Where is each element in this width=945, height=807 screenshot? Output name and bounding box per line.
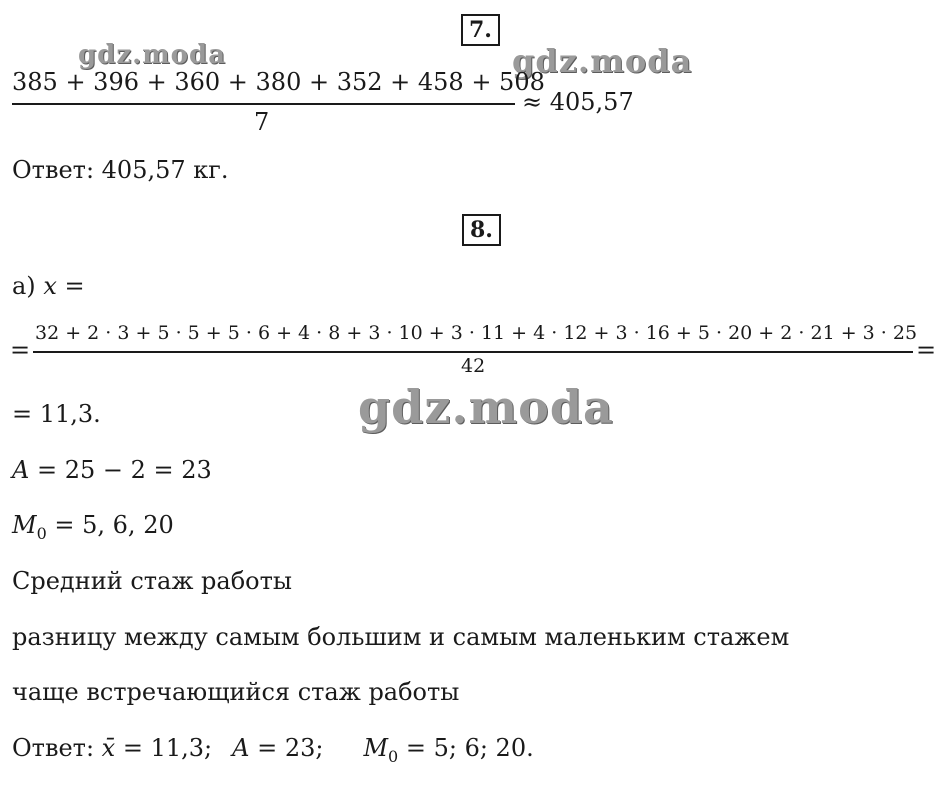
answer-mode-variable: M	[363, 734, 389, 762]
answer-xbar: x̄	[101, 734, 116, 762]
answer-range-variable: A	[232, 734, 250, 762]
answer-mode: = 5; 6; 20.	[398, 734, 534, 762]
task-7-fraction-bar	[12, 103, 515, 105]
mean-result: = 11,3.	[12, 400, 101, 428]
line-mean-description: Средний стаж работы	[12, 567, 293, 595]
task-8-fraction-bar	[33, 351, 913, 353]
x-variable: x	[43, 272, 57, 300]
lead-equals: =	[10, 336, 31, 364]
line-range-description: разницу между самым большим и самым маленьким стажем	[12, 623, 790, 651]
task-8-numerator: 32 + 2 · 3 + 5 · 5 + 5 · 6 + 4 · 8 + 3 · 10 + 3 · 11 + 4 · 12 + 3 · 16 + 5 · 20 + 2 · 21 + 3 · 25	[35, 322, 918, 344]
line-mode-description: чаще встречающийся стаж работы	[12, 678, 460, 706]
mode-expression: = 5, 6, 20	[46, 511, 174, 539]
answer-mean: = 11,3;	[115, 734, 213, 762]
range-expression: = 25 − 2 = 23	[29, 456, 212, 484]
mode-line	[12, 511, 174, 543]
task-7-answer: Ответ: 405,57 кг.	[12, 156, 229, 184]
range-variable: A	[12, 456, 30, 484]
answer-prefix: Ответ:	[12, 734, 102, 762]
watermark-large: gdz.moda	[358, 380, 614, 434]
task-8-part-a	[12, 274, 85, 298]
watermark-small: gdz.moda	[78, 40, 227, 70]
task-7-number: 7.	[461, 14, 500, 46]
answer-mode-subscript: 0	[388, 747, 399, 766]
task-7-denominator: 7	[254, 108, 270, 136]
trail-equals: =	[916, 336, 937, 364]
part-a-label: а)	[12, 272, 44, 300]
mode-variable: M	[12, 511, 37, 539]
answer-range: = 23;	[249, 734, 324, 762]
task-8-number: 8.	[462, 214, 501, 246]
mode-subscript: 0	[36, 524, 47, 543]
x-equals: =	[56, 272, 85, 300]
range-line	[12, 458, 212, 482]
task-8-denominator: 42	[461, 355, 486, 377]
task-8-answer	[12, 734, 534, 766]
watermark-medium: gdz.moda	[512, 42, 693, 80]
task-7-numerator: 385 + 396 + 360 + 380 + 352 + 458 + 508	[12, 68, 545, 96]
task-7-result: ≈ 405,57	[522, 88, 634, 116]
